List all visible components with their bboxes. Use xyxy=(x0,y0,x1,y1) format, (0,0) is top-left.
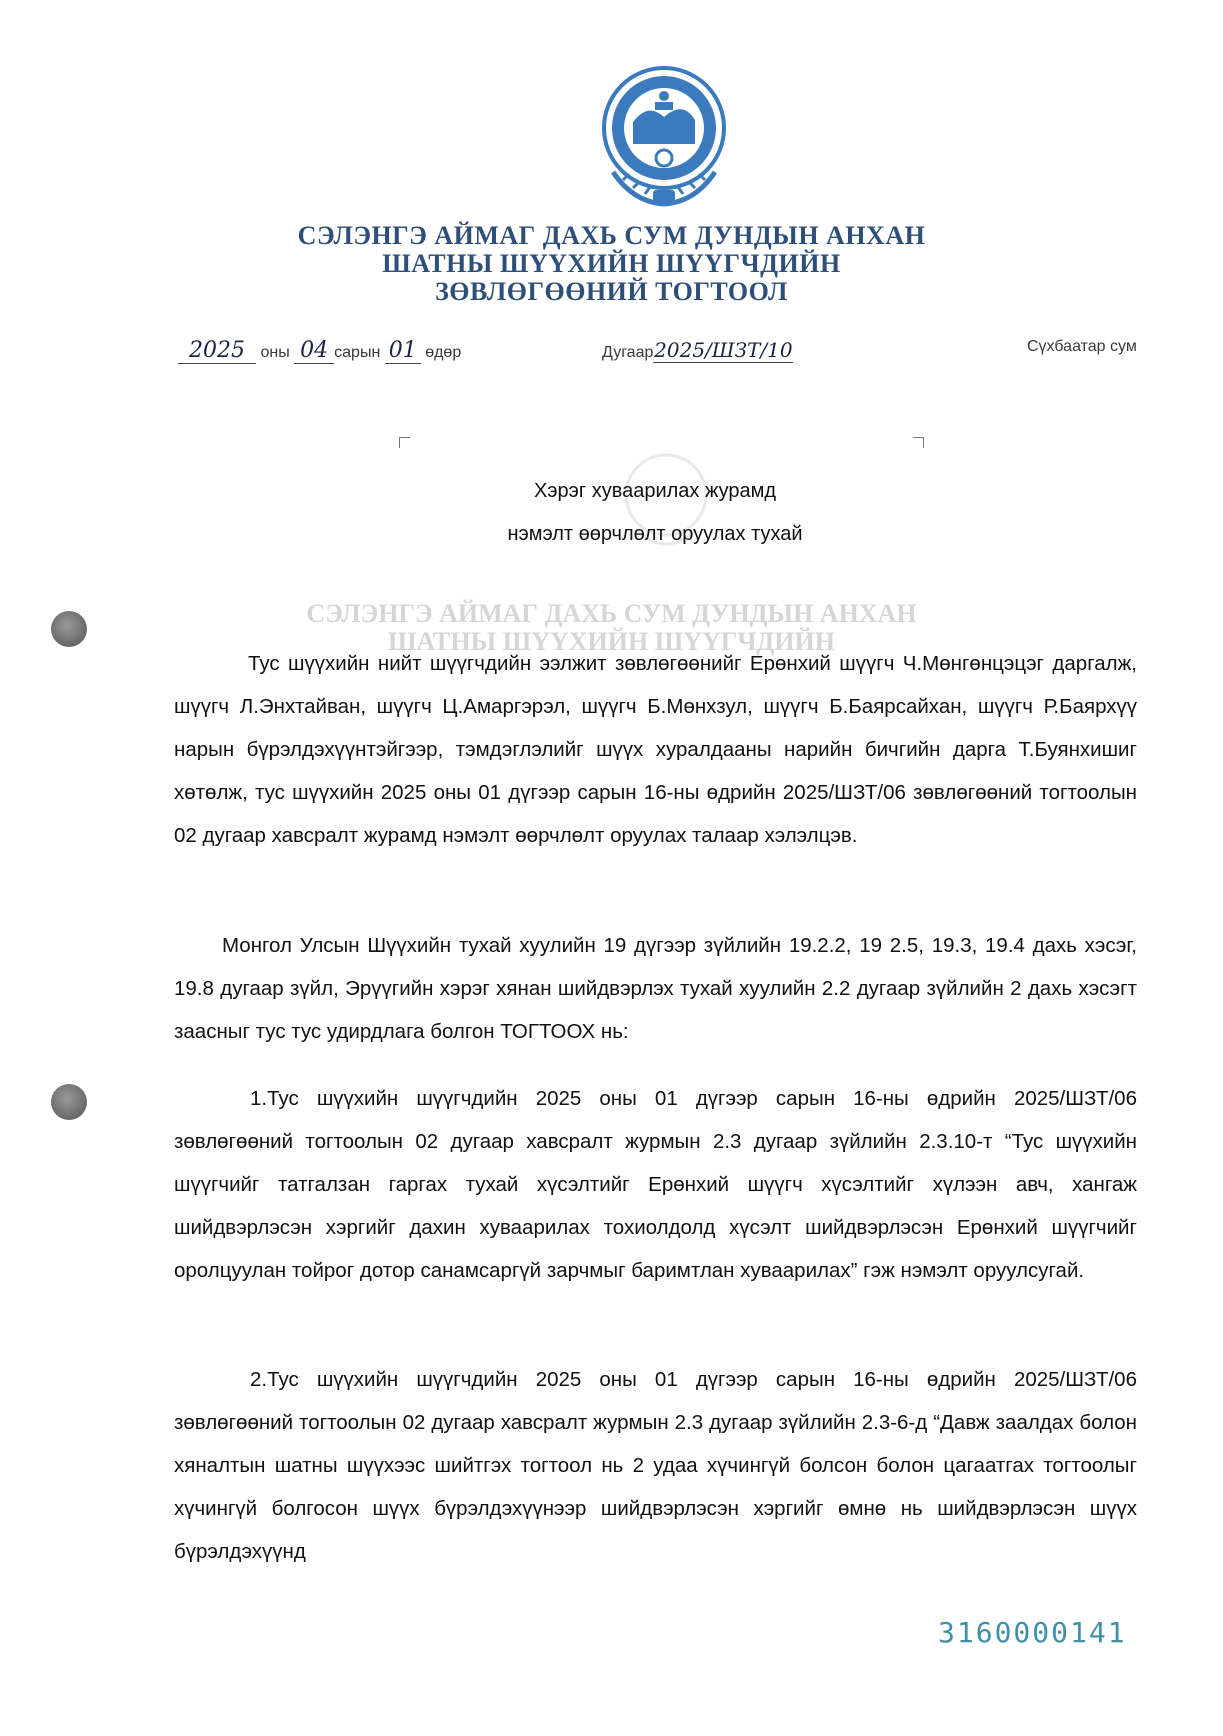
resolution-title-line-1: Хэрэг хуваарилах журамд xyxy=(533,480,777,502)
number-line xyxy=(602,338,793,363)
paragraph-2: Монгол Улсын Шүүхийн тухай хуулийн 19 дүгээр зүйлийн 19.2.2, 19 2.5, 19.3, 19.4 дахь хэсэг, 19.8 дугаар зүйл, Эрүүгийн хэрэг хянан шийдвэрлэх тухай хуулийн 2.2 дугаар зүйлийн 2 дахь хэсэгт заасныг тус тус удирдлага болгон ТОГТООХ нь: xyxy=(174,934,1137,1043)
state-emblem-icon xyxy=(593,62,735,210)
resolution-title-line-2: нэмэлт өөрчлөлт оруулах тухай xyxy=(507,523,803,545)
place: Сүхбаатар сум xyxy=(1027,338,1137,355)
year-label: оны xyxy=(260,344,290,361)
heading-line-2: ШАТНЫ ШҮҮХИЙН ШҮҮГЧДИЙН xyxy=(382,249,841,278)
paragraph-3: 1.Тус шүүхийн шүүгчдийн 2025 оны 01 дүгээр сарын 16-ны өдрийн 2025/ШЗТ/06 зөвлөгөөний тогтоолын 02 дугаар хавсралт журмын 2.3 дугаар зүйлийн 2.3.10-т “Тус шүүхийн шүүгчийг татгалзан гаргах тухай хүсэлтийг Ерөнхий шүүгч хүсэлтийг хүлээн авч, хангаж шийдвэрлэсэн хэргийг дахин хуваарилах тохиолдолд хүсэлт шийдвэрлэсэн Ерөнхий шүүгчийг оролцуулан тойрог дотор санамсаргүй зарчмыг баримтлан хуваарилах” гэж нэмэлт оруулсугай. xyxy=(174,1087,1137,1282)
date-month: 04 xyxy=(294,338,334,364)
day-label: өдөр xyxy=(425,344,462,361)
bleed-through-line-2: ШАТНЫ ШҮҮХИЙН ШҮҮГЧДИЙН xyxy=(388,627,835,656)
heading-line-1: СЭЛЭНГЭ АЙМАГ ДАХЬ СУМ ДУНДЫН АНХАН xyxy=(297,221,926,250)
bleed-through-line-1: СЭЛЭНГЭ АЙМАГ ДАХЬ СУМ ДУНДЫН АНХАН xyxy=(306,599,917,628)
title-corner-right xyxy=(913,437,924,448)
number-label: Дугаар xyxy=(602,344,654,361)
punch-hole xyxy=(51,1084,87,1120)
document-heading xyxy=(0,222,1223,306)
punch-hole xyxy=(51,611,87,647)
date-day: 01 xyxy=(385,338,421,364)
paragraph-1: Тус шүүхийн нийт шүүгчдийн ээлжит зөвлөгөөнийг Ерөнхий шүүгч Ч.Мөнгөнцэцэг даргалж, шүүгч Л.Энхтайван, шүүгч Ц.Амаргэрэл, шүүгч Б.Мөнхзул, шүүгч Б.Баярсайхан, шүүгч Р.Баярхүү нарын бүрэлдэхүүнтэйгээр, тэмдэглэлийг шүүх хуралдааны нарийн бичгийн дарга Т.Буянхишиг хөтөлж, тус шүүхийн 2025 оны 01 дүгээр сарын 16-ны өдрийн 2025/ШЗТ/06 зөвлөгөөний тогтоолын 02 дугаар хавсралт журамд нэмэлт өөрчлөлт оруулах талаар хэлэлцэв. xyxy=(174,652,1137,847)
document-number: 2025/ШЗТ/10 xyxy=(654,338,793,362)
date-year: 2025 xyxy=(178,338,256,364)
heading-line-3: ЗӨВЛӨГӨӨНИЙ ТОГТООЛ xyxy=(435,277,788,306)
month-label: сарын xyxy=(334,344,381,361)
title-corner-left xyxy=(399,437,410,448)
paragraph-4: 2.Тус шүүхийн шүүгчдийн 2025 оны 01 дүгээр сарын 16-ны өдрийн 2025/ШЗТ/06 зөвлөгөөний тогтоолын 02 дугаар хавсралт журмын 2.3 дугаар зүйлийн 2.3-6-д “Давж заалдах болон хяналтын шатны шүүхээс шийтгэх тогтоол нь 2 удаа хүчингүй болсон болон цагаатгах тогтоолыг хүчингүй болгосон шүүх бүрэлдэхүүнээр шийдвэрлэсэн хэргийг өмнө нь шийдвэрлэсэн шүүх бүрэлдэхүүнд xyxy=(174,1368,1137,1563)
date-line xyxy=(178,338,461,364)
serial-number-stamp: 3160000141 xyxy=(938,1616,1127,1649)
